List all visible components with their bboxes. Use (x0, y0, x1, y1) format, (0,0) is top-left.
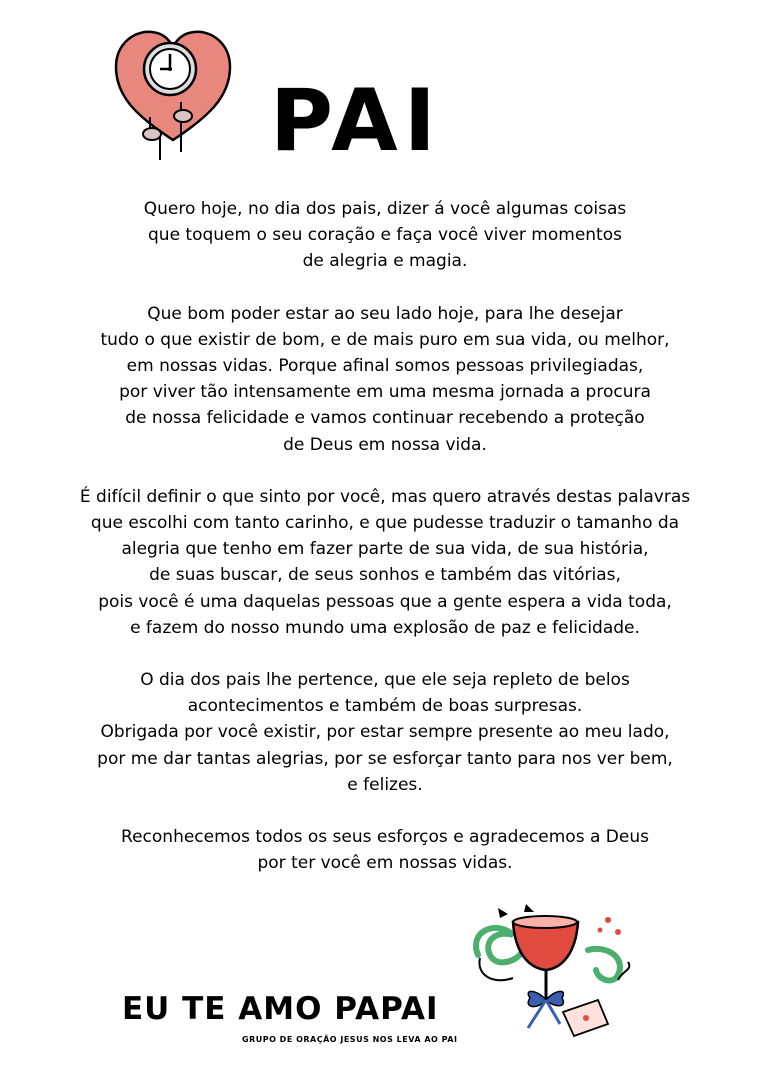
text-line: que escolhi com tanto carinho, e que pudesse traduzir o tamanho da (90, 513, 680, 534)
text-line: de suas buscar, de seus sonhos e também das vitórias, (149, 565, 621, 586)
text-line: e fazem do nosso mundo uma explosão de paz e felicidade. (130, 617, 640, 638)
text-line: Quero hoje, no dia dos pais, dizer á você algumas coisas (143, 199, 627, 219)
text-line: O dia dos pais lhe pertence, que ele seja repleto de belos (140, 670, 630, 691)
text-line: pois você é uma daquelas pessoas que a gente espera a vida toda, (98, 591, 672, 612)
text-line: É difícil definir o que sinto por você, mas quero através destas palavras (79, 486, 691, 507)
text-line: por viver tão intensamente em uma mesma jornada a procura (119, 382, 651, 403)
text-line: por me dar tantas alegrias, por se esforçar tanto para nos ver bem, (97, 748, 673, 769)
text-line: que toquem o seu coração e faça você viver momentos (148, 225, 622, 246)
paragraph (0, 196, 770, 275)
text-line: alegria que tenho em fazer parte de sua vida, de sua história, (121, 539, 649, 560)
page-title: PAI (270, 71, 442, 171)
heart-clock-icon (108, 22, 238, 167)
text-line: Obrigada por você existir, por estar sempre presente ao meu lado, (100, 722, 670, 743)
text-line: acontecimentos e também de boas surpresas. (187, 696, 583, 717)
paragraph (0, 484, 770, 641)
text-line: de Deus em nossa vida. (283, 434, 487, 455)
text-line: de alegria e magia. (302, 251, 468, 272)
footer-heading: EU TE AMO PAPAI (122, 991, 439, 1027)
text-line: e felizes. (347, 774, 423, 795)
text-line: tudo o que existir de bom, e de mais puro em sua vida, ou melhor, (100, 329, 670, 350)
footer-subheading: GRUPO DE ORAÇÃO JESUS NOS LEVA AO PAI (242, 1035, 458, 1044)
text-line: em nossas vidas. Porque afinal somos pessoas privilegiadas, (126, 356, 644, 377)
letter-body (0, 196, 770, 902)
wine-glass-icon (468, 900, 638, 1040)
paragraph (0, 301, 770, 458)
text-line: Que bom poder estar ao seu lado hoje, para lhe desejar (147, 303, 623, 324)
paragraph (0, 667, 770, 798)
paragraph (0, 824, 770, 876)
text-line: de nossa felicidade e vamos continuar recebendo a proteção (125, 408, 645, 429)
text-line: por ter você em nossas vidas. (257, 853, 513, 874)
text-line: Reconhecemos todos os seus esforços e agradecemos a Deus (121, 827, 649, 848)
